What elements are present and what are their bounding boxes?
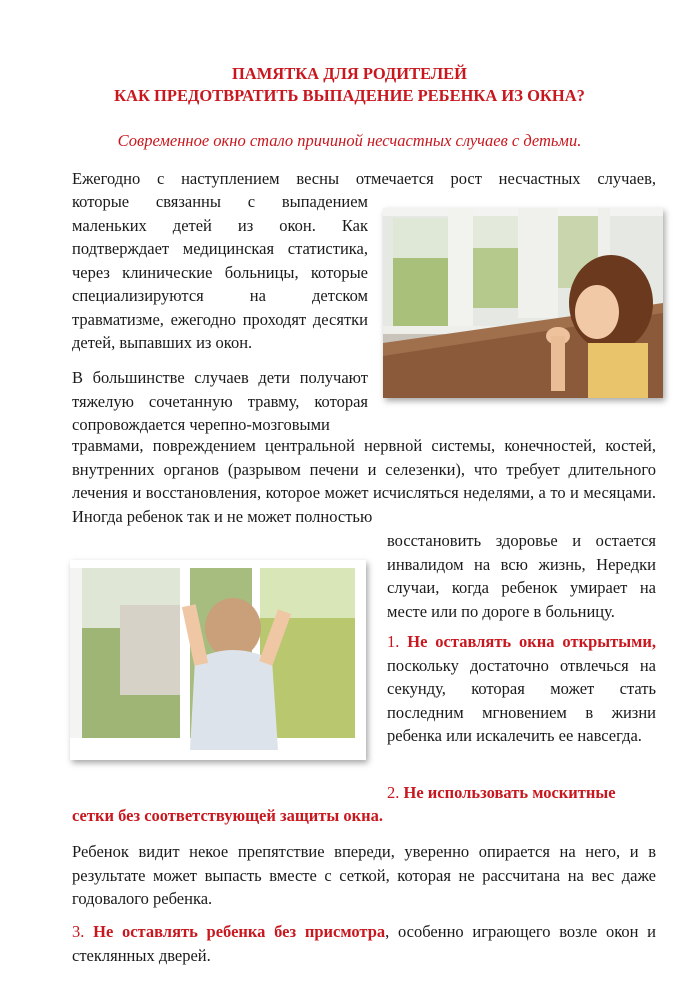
rule-1-number: 1. bbox=[387, 632, 400, 651]
rule-3 bbox=[72, 920, 656, 967]
injuries-paragraph-full: травмами, повреждением центральной нервной системы, конечностей, костей, внутренних органов (разрывом печени и селезенки), что требует длительного лечения и восстановления, которое может исчисляться неделями, а то и месяцами. Иногда ребенок так и не может полностью bbox=[72, 436, 656, 526]
rule-2-heading-line-2: сетки без соответствующей защиты окна. bbox=[72, 806, 384, 825]
rule-2-heading-part-1: Не использовать москитные bbox=[403, 783, 616, 802]
rule-3-number: 3. bbox=[72, 922, 85, 941]
rule-2-heading-line-1 bbox=[387, 781, 616, 805]
injuries-paragraph-right: восстановить здоровье и остается инвалидом на всю жизнь, Нередки случаи, когда ребенок умирает на месте или по дороге в больницу. bbox=[387, 531, 656, 621]
intro-first-line: Ежегодно с наступлением весны отмечается рост несчастных случаев, bbox=[72, 169, 656, 188]
title-line-2: КАК ПРЕДОТВРАТИТЬ ВЫПАДЕНИЕ РЕБЕНКА ИЗ ОКНА? bbox=[114, 86, 585, 105]
rule-1-heading: Не оставлять окна открытыми bbox=[407, 632, 652, 651]
rule-2-number: 2. bbox=[387, 783, 400, 802]
subtitle: Современное окно стало причиной несчастных случаев с детьми. bbox=[117, 131, 582, 150]
rule-3-heading: Не оставлять ребенка без присмотра bbox=[93, 922, 386, 941]
rule-1 bbox=[387, 630, 656, 748]
rule-2-text: Ребенок видит некое препятствие впереди, уверенно опирается на него, и в результате может выпасть вместе с сеткой, которая не рассчитана на вес даже годовалого ребенка. bbox=[72, 842, 656, 908]
page-title bbox=[0, 63, 699, 107]
rule-3-text: , особенно играющего возле окон и стеклянных дверей. bbox=[72, 922, 657, 965]
photo-toddler-at-window bbox=[70, 560, 366, 760]
girl-window-illustration bbox=[383, 208, 663, 398]
rule-1-text: поскольку достаточно отвлечься на секунду, которая может стать последним мгновением в жизни ребенка или искалечить ее навсегда. bbox=[387, 655, 656, 745]
title-line-1: ПАМЯТКА ДЛЯ РОДИТЕЛЕЙ bbox=[231, 64, 468, 83]
photo-girl-at-window bbox=[383, 208, 663, 398]
rule-1-comma: , bbox=[651, 632, 656, 651]
toddler-window-illustration bbox=[70, 560, 366, 760]
injuries-paragraph-left: В большинстве случаев дети получают тяжелую сочетанную травму, которая сопровождается черепно-мозговыми bbox=[72, 368, 368, 434]
intro-paragraph: которые связанны с выпадением маленьких детей из окон. Как подтверждает медицинская статистика, через клинические больницы, которые специализируются на детском травматизме, ежегодно проходят десятки детей, выпавших из окон. bbox=[72, 192, 368, 352]
